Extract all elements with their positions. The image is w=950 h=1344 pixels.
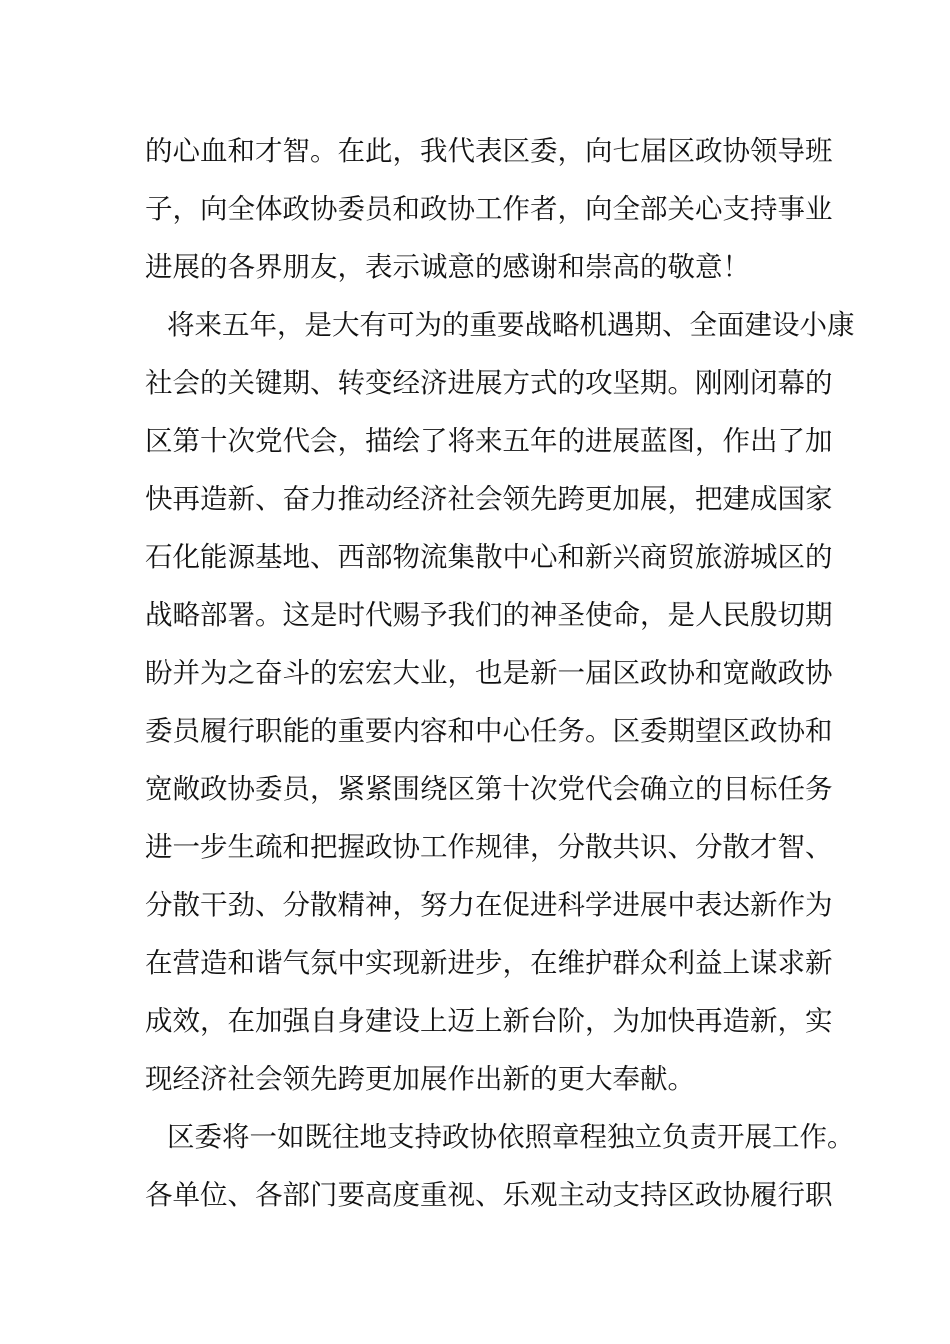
text-line: 快再造新、奋力推动经济社会领先跨更加展，把建成国家 <box>145 483 833 515</box>
text-line: 的心血和才智。在此，我代表区委，向七届区政协领导班 <box>145 135 833 167</box>
text-line: 在营造和谐气氛中实现新进步，在维护群众利益上谋求新 <box>145 947 833 979</box>
text-line: 盼并为之奋斗的宏宏大业，也是新一届区政协和宽敞政协 <box>145 657 833 689</box>
text-line: 进一步生疏和把握政协工作规律，分散共识、分散才智、 <box>145 831 833 863</box>
text-line: 成效，在加强自身建设上迈上新台阶，为加快再造新，实 <box>145 1005 833 1037</box>
text-line: 区第十次党代会，描绘了将来五年的进展蓝图，作出了加 <box>145 425 833 457</box>
text-line: 子，向全体政协委员和政协工作者，向全部关心支持事业 <box>145 193 833 225</box>
text-line: 进展的各界朋友，表示诚意的感谢和崇高的敬意！ <box>145 251 750 283</box>
paragraph-start-line: 区委将一如既往地支持政协依照章程独立负责开展工作。 <box>167 1121 855 1153</box>
paragraph-start-line: 将来五年，是大有可为的重要战略机遇期、全面建设小康 <box>167 309 855 341</box>
text-line: 现经济社会领先跨更加展作出新的更大奉献。 <box>145 1063 695 1095</box>
text-line: 委员履行职能的重要内容和中心任务。区委期望区政协和 <box>145 715 833 747</box>
text-line: 战略部署。这是时代赐予我们的神圣使命，是人民殷切期 <box>145 599 833 631</box>
text-line: 分散干劲、分散精神，努力在促进科学进展中表达新作为 <box>145 889 833 921</box>
text-line: 各单位、各部门要高度重视、乐观主动支持区政协履行职 <box>145 1179 833 1211</box>
text-line: 宽敞政协委员，紧紧围绕区第十次党代会确立的目标任务 <box>145 773 833 805</box>
text-line: 社会的关键期、转变经济进展方式的攻坚期。刚刚闭幕的 <box>145 367 833 399</box>
text-line: 石化能源基地、西部物流集散中心和新兴商贸旅游城区的 <box>145 541 833 573</box>
